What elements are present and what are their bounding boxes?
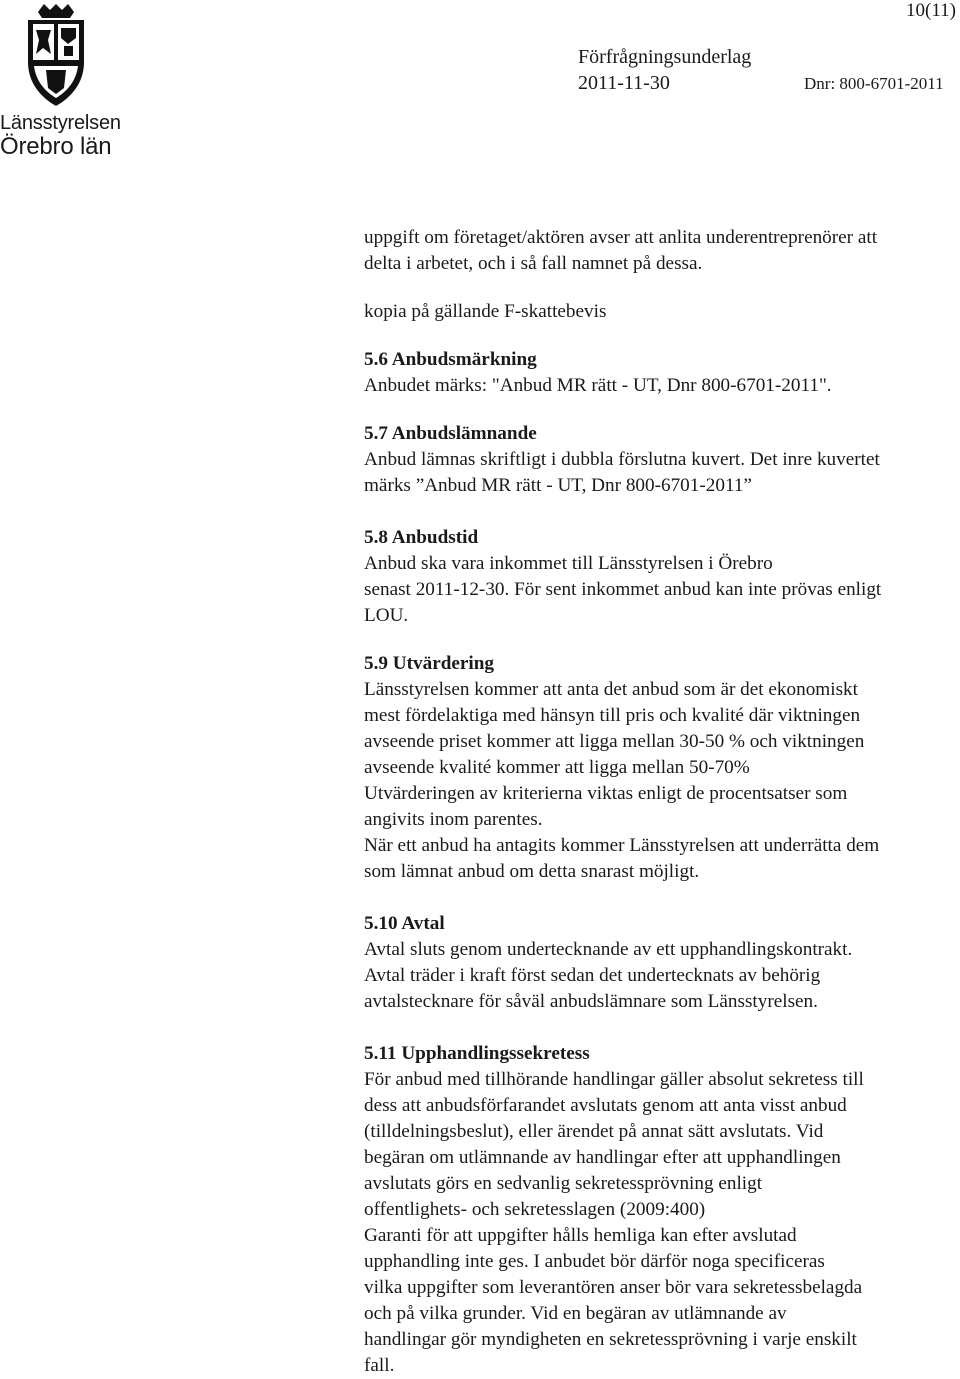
logo-county-name: Örebro län <box>0 133 112 160</box>
section-heading-5-6: 5.6 Anbudsmärkning <box>364 349 537 370</box>
logo-agency-name: Länsstyrelsen <box>0 112 121 134</box>
section-text: Garanti för att uppgifter hålls hemliga kan efter avslutad <box>364 1225 797 1246</box>
section-heading-5-7: 5.7 Anbudslämnande <box>364 423 537 444</box>
section-text: Anbud lämnas skriftligt i dubbla förslutna kuvert. Det inre kuvertet <box>364 449 880 470</box>
intro-line: kopia på gällande F-skattebevis <box>364 301 607 322</box>
page-number: 10(11) <box>906 0 956 21</box>
section-text: avtalstecknare för såväl anbudslämnare som Länsstyrelsen. <box>364 991 818 1012</box>
section-text: LOU. <box>364 605 409 626</box>
document-type: Förfrågningsunderlag <box>578 46 752 68</box>
section-text: som lämnat anbud om detta snarast möjligt. <box>364 861 700 882</box>
section-text: Anbud ska vara inkommet till Länsstyrelsen i Örebro <box>364 553 773 574</box>
section-heading-5-10: 5.10 Avtal <box>364 913 445 934</box>
section-text: mest fördelaktiga med hänsyn till pris och kvalité där viktningen <box>364 705 861 726</box>
section-text: handlingar gör myndigheten en sekretessprövning i varje enskilt <box>364 1329 857 1350</box>
intro-line: delta i arbetet, och i så fall namnet på dessa. <box>364 253 703 274</box>
document-date: 2011-11-30 <box>578 72 670 94</box>
section-text: angivits inom parentes. <box>364 809 543 830</box>
section-text: avseende priset kommer att ligga mellan 30-50 % och viktningen <box>364 731 865 752</box>
section-text: Avtal träder i kraft först sedan det undertecknats av behörig <box>364 965 821 986</box>
section-text: och på vilka grunder. Vid en begäran av utlämnande av <box>364 1303 787 1324</box>
section-text: offentlighets- och sekretesslagen (2009:400) <box>364 1199 706 1220</box>
section-text: upphandling inte ges. I anbudet bör därför noga specificeras <box>364 1251 825 1272</box>
section-heading-5-9: 5.9 Utvärdering <box>364 653 495 674</box>
intro-line: uppgift om företaget/aktören avser att anlita underentreprenörer att <box>364 227 878 248</box>
section-text: Avtal sluts genom undertecknande av ett upphandlingskontrakt. <box>364 939 853 960</box>
section-text: senast 2011-12-30. För sent inkommet anbud kan inte prövas enligt <box>364 579 882 600</box>
section-heading-5-8: 5.8 Anbudstid <box>364 527 479 548</box>
section-text: begäran om utlämnande av handlingar efter att upphandlingen <box>364 1147 841 1168</box>
section-text: Anbudet märks: "Anbud MR rätt - UT, Dnr 800-6701-2011". <box>364 375 832 396</box>
section-text: När ett anbud ha antagits kommer Länsstyrelsen att underrätta dem <box>364 835 880 856</box>
document-body <box>364 225 960 1379</box>
section-text: avslutats görs en sedvanlig sekretessprövning enligt <box>364 1173 763 1194</box>
coat-of-arms-icon <box>24 4 88 108</box>
section-text: (tilldelningsbeslut), eller ärendet på annat sätt avslutats. Vid <box>364 1121 824 1142</box>
section-text: Utvärderingen av kriterierna viktas enligt de procentsatser som <box>364 783 848 804</box>
agency-logo <box>0 4 121 160</box>
section-text: För anbud med tillhörande handlingar gäller absolut sekretess till <box>364 1069 864 1090</box>
section-heading-5-11: 5.11 Upphandlingssekretess <box>364 1043 590 1064</box>
section-text: vilka uppgifter som leverantören anser bör vara sekretessbelagda <box>364 1277 863 1298</box>
section-text: avseende kvalité kommer att ligga mellan 50-70% <box>364 757 750 778</box>
section-text: fall. <box>364 1355 395 1376</box>
section-text: Länsstyrelsen kommer att anta det anbud som är det ekonomiskt <box>364 679 858 700</box>
document-dnr: Dnr: 800-6701-2011 <box>804 74 944 93</box>
section-text: dess att anbudsförfarandet avslutats genom att anta visst anbud <box>364 1095 847 1116</box>
section-text: märks ”Anbud MR rätt - UT, Dnr 800-6701-2011” <box>364 475 752 496</box>
